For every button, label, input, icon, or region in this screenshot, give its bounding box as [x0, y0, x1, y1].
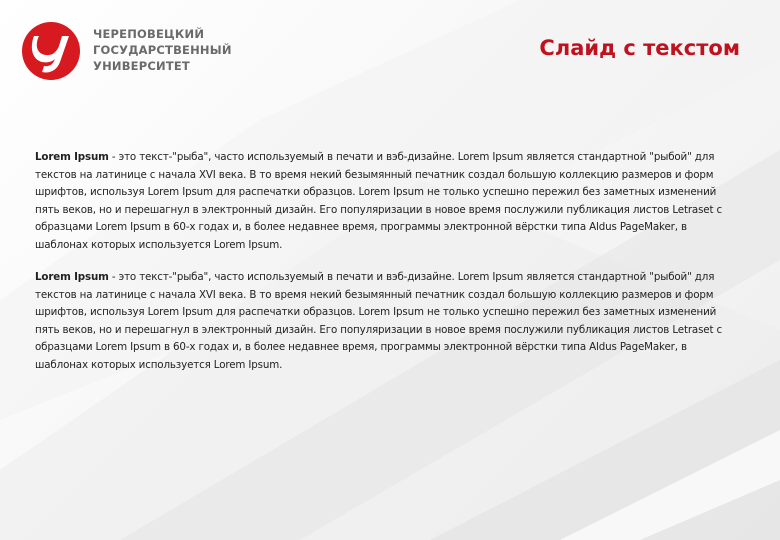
university-name [93, 26, 232, 74]
university-name-line-3: УНИВЕРСИТЕТ [93, 59, 190, 73]
slide-body [35, 149, 725, 389]
paragraph-lead: Lorem Ipsum [35, 151, 109, 163]
university-name-line-2: ГОСУДАРСТВЕННЫЙ [93, 43, 232, 57]
paragraph-text: - это текст-"рыба", часто используемый в печати и вэб-дизайне. Lorem Ipsum является стандартной "рыбой" для текстов на латинице с начала XVI века. В то время некий безымянный печатник создал большую коллекцию размеров и форм шрифтов, используя Lorem Ipsum для распечатки образцов. Lorem Ipsum не только успешно пережил без заметных изменений пять веков, но и перешагнул в электронный дизайн. Его популяризации в новое время послужили публикация листов Letraset с образцами Lorem Ipsum в 60-х годах и, в более недавнее время, программы электронной вёрстки типа Aldus PageMaker, в шаблонах которых используется Lorem Ipsum. [35, 271, 722, 371]
slide-title: Слайд с текстом [539, 36, 740, 60]
paragraph [35, 269, 725, 374]
university-name-line-1: ЧЕРЕПОВЕЦКИЙ [93, 27, 205, 41]
paragraph-text: - это текст-"рыба", часто используемый в печати и вэб-дизайне. Lorem Ipsum является стандартной "рыбой" для текстов на латинице с начала XVI века. В то время некий безымянный печатник создал большую коллекцию размеров и форм шрифтов, используя Lorem Ipsum для распечатки образцов. Lorem Ipsum не только успешно пережил без заметных изменений пять веков, но и перешагнул в электронный дизайн. Его популяризации в новое время послужили публикация листов Letraset с образцами Lorem Ipsum в 60-х годах и, в более недавнее время, программы электронной вёрстки типа Aldus PageMaker, в шаблонах которых используется Lorem Ipsum. [35, 151, 722, 251]
university-logo-icon [22, 22, 80, 80]
paragraph-lead: Lorem Ipsum [35, 271, 109, 283]
paragraph [35, 149, 725, 254]
